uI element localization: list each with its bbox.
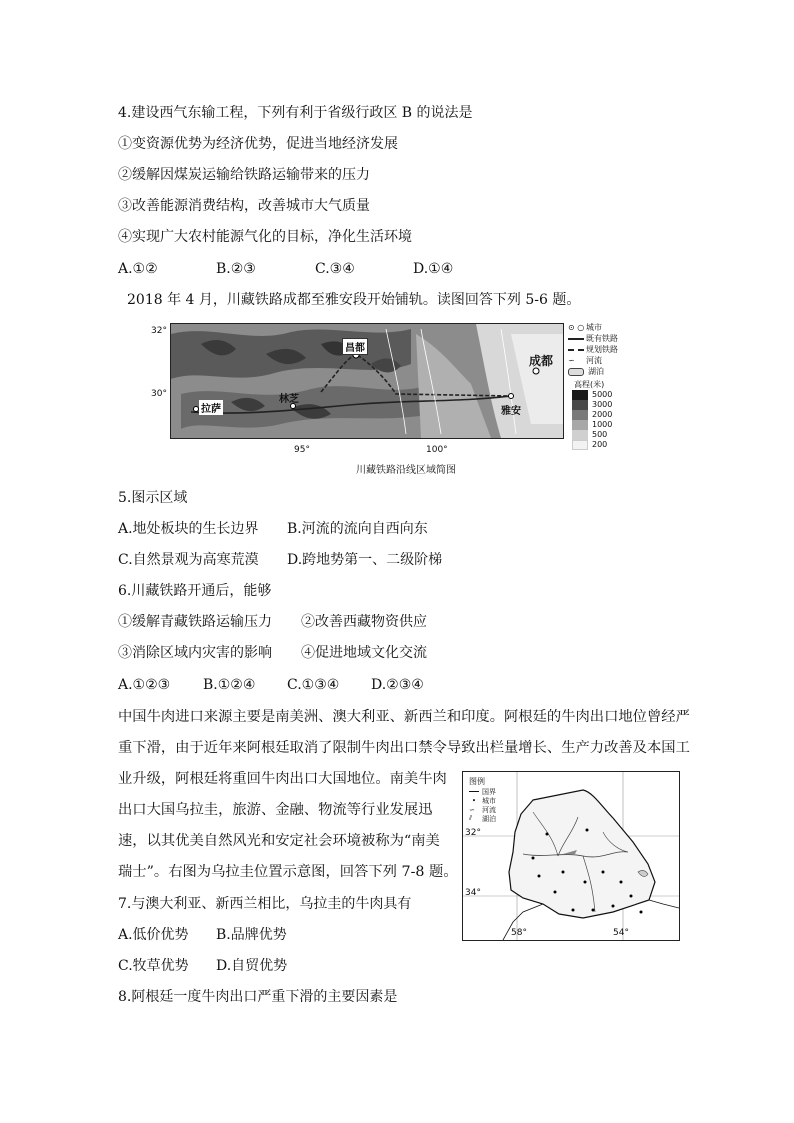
map2-legend-city: • 城市 bbox=[469, 796, 496, 805]
q6-item-2: ②改善西藏物资供应 bbox=[301, 614, 427, 630]
q7-option-c: C.牧草优势 bbox=[118, 958, 189, 974]
existing-rail-icon bbox=[568, 338, 584, 340]
map2-lon-54: 54° bbox=[613, 928, 629, 938]
q7-option-b: B.品牌优势 bbox=[216, 927, 287, 943]
map1-lon-95: 95° bbox=[294, 445, 310, 455]
city-icon: ⊙ ○ bbox=[568, 323, 585, 332]
q4-item-4: ④实现广大农村能源气化的目标，净化生活环境 bbox=[118, 229, 412, 245]
q4-stem: 4.建设西气东输工程，下列有利于省级行政区 B 的说法是 bbox=[118, 105, 473, 121]
intro-5-6: 2018 年 4 月，川藏铁路成都至雅安段开始铺轨。读图回答下列 5-6 题。 bbox=[127, 292, 581, 308]
map2-legend-title: 图例 bbox=[469, 777, 485, 786]
q7-stem: 7.与澳大利亚、新西兰相比，乌拉圭的牛肉具有 bbox=[118, 896, 412, 912]
map1-lat-30: 30° bbox=[151, 389, 167, 399]
map2-lat-32: 32° bbox=[465, 828, 481, 838]
q4-item-2: ②缓解因煤炭运输给铁路运输带来的压力 bbox=[118, 167, 370, 183]
q7-option-a: A.低价优势 bbox=[118, 927, 189, 943]
legend-planned-rail: 规划铁路 bbox=[568, 344, 638, 355]
city-label-chengdu: 成都 bbox=[529, 354, 554, 368]
map2-lon-58: 58° bbox=[511, 928, 527, 938]
map1-lon-100: 100° bbox=[426, 445, 448, 455]
q8-stem: 8.阿根廷一度牛肉出口严重下滑的主要因素是 bbox=[118, 989, 398, 1005]
passage-line-2: 重下滑，由于近年来阿根廷取消了限制牛肉出口禁令导致出栏量增长、生产力改善及本国工 bbox=[118, 740, 690, 756]
map2-legend-lake: ⫽ 湖泊 bbox=[469, 814, 496, 823]
q5-option-a: A.地处板块的生长边界 bbox=[118, 521, 259, 537]
map2-lat-34: 34° bbox=[465, 888, 481, 898]
lake-icon bbox=[568, 368, 584, 376]
elevation-scale: 5000 3000 2000 1000 500 200 bbox=[568, 390, 638, 450]
q6-option-c: C.①③④ bbox=[287, 677, 340, 693]
q5-stem: 5.图示区域 bbox=[118, 490, 188, 506]
q6-item-1: ①缓解青藏铁路运输压力 bbox=[118, 614, 272, 630]
city-label-linzhi: 林芝 bbox=[279, 394, 299, 405]
city-dot-icon: • bbox=[471, 796, 477, 805]
q7-option-d: D.自贸优势 bbox=[216, 958, 288, 974]
q4-option-d: D.①④ bbox=[413, 261, 454, 277]
river-icon: ∽ bbox=[469, 805, 475, 814]
q6-option-d: D.②③④ bbox=[371, 677, 424, 693]
passage-line-1: 中国牛肉进口来源主要是南美洲、澳大利亚、新西兰和印度。阿根廷的牛肉出口地位曾经严 bbox=[118, 709, 690, 725]
sichuan-tibet-map bbox=[170, 323, 564, 439]
passage-line-5: 速，以其优美自然风光和安定社会环境被称为“南美 bbox=[118, 833, 440, 849]
q5-option-b: B.河流的流向自西向东 bbox=[287, 521, 428, 537]
river-icon: ∽ bbox=[568, 356, 575, 365]
map2-legend bbox=[469, 776, 496, 823]
map1-legend bbox=[568, 322, 638, 454]
q4-option-c: C.③④ bbox=[315, 261, 355, 277]
q4-option-b: B.②③ bbox=[216, 261, 256, 277]
lake-icon: ⫽ bbox=[469, 814, 473, 822]
passage-line-3: 业升级，阿根廷将重回牛肉出口大国地位。南美牛肉 bbox=[118, 771, 447, 787]
passage-line-6: 瑞士”。右图为乌拉圭位置示意图，回答下列 7-8 题。 bbox=[118, 864, 458, 880]
q6-option-b: B.①②④ bbox=[203, 677, 256, 693]
border-icon bbox=[469, 791, 479, 792]
map1-caption: 川藏铁路沿线区域简图 bbox=[356, 465, 456, 476]
q5-option-c: C.自然景观为高寒荒漠 bbox=[118, 552, 259, 568]
q4-item-3: ③改善能源消费结构，改善城市大气质量 bbox=[118, 198, 370, 214]
q6-item-3: ③消除区域内灾害的影响 bbox=[118, 645, 272, 661]
q5-option-d: D.跨地势第一、二级阶梯 bbox=[287, 552, 443, 568]
q6-stem: 6.川藏铁路开通后，能够 bbox=[118, 583, 272, 599]
legend-lake: 湖泊 bbox=[568, 366, 638, 377]
passage-line-4: 出口大国乌拉圭，旅游、金融、物流等行业发展迅 bbox=[118, 802, 433, 818]
q4-item-1: ①变资源优势为经济优势，促进当地经济发展 bbox=[118, 136, 398, 152]
uruguay-map bbox=[462, 771, 680, 941]
legend-river: ∽ 河流 bbox=[568, 356, 602, 365]
city-label-lhasa: 拉萨 bbox=[199, 400, 223, 415]
planned-rail-icon bbox=[568, 349, 584, 351]
legend-city: ⊙ ○ 城市 bbox=[568, 323, 602, 332]
city-label-changdu: 昌都 bbox=[342, 338, 368, 355]
legend-existing-rail: 既有铁路 bbox=[568, 333, 638, 344]
elevation-title: 高程(米) bbox=[574, 380, 605, 389]
city-label-yaan: 雅安 bbox=[501, 406, 521, 417]
q6-item-4: ④促进地域文化交流 bbox=[301, 645, 427, 661]
map1-lat-32: 32° bbox=[151, 326, 167, 336]
map2-legend-river: ∽ 河流 bbox=[469, 805, 496, 814]
q4-option-a: A.①② bbox=[118, 261, 158, 277]
map2-legend-border: 国界 bbox=[469, 787, 496, 796]
q6-option-a: A.①②③ bbox=[118, 677, 171, 693]
